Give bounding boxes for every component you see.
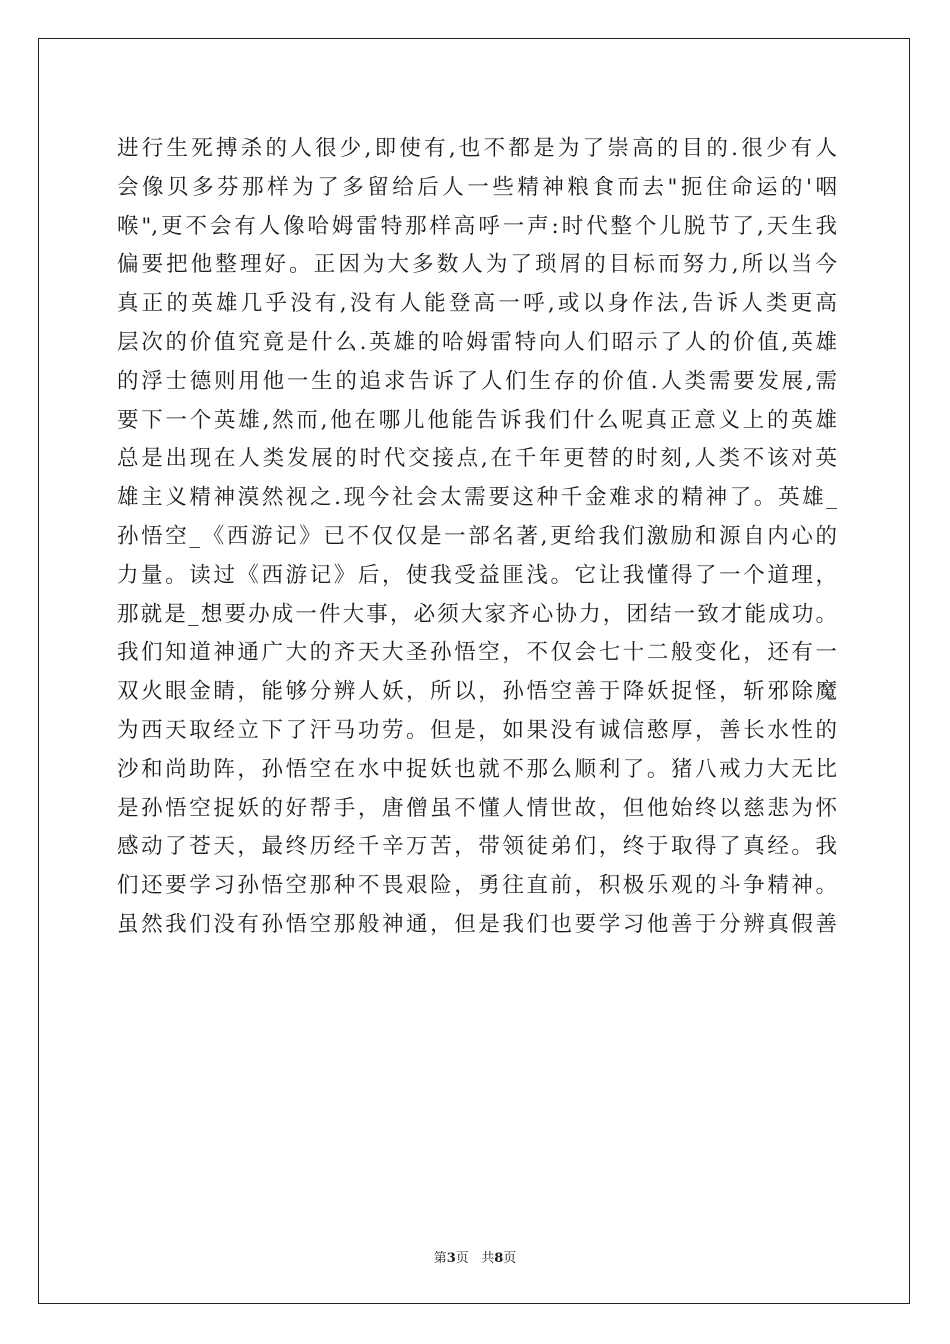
page-footer xyxy=(0,1247,950,1266)
text-line: 孙悟空_《西游记》已不仅仅是一部名著,更给我们激励和源自内心的 xyxy=(117,523,837,549)
text-line: 进行生死搏杀的人很少,即使有,也不都是为了崇高的目的.很少有人 xyxy=(117,136,837,161)
text-line: 层次的价值究竟是什么.英雄的哈姆雷特向人们昭示了人的价值,英雄 xyxy=(117,329,837,355)
text-line: 感动了苍天，最终历经千辛万苦，带领徒弟们，终于取得了真经。我 xyxy=(117,834,837,860)
text-line: 为西天取经立下了汗马功劳。但是，如果没有诚信憨厚，善长水性的 xyxy=(117,717,837,743)
total-prefix: 共 xyxy=(481,1251,495,1266)
text-line: 那就是_想要办成一件大事，必须大家齐心协力，团结一致才能成功。 xyxy=(117,601,837,627)
text-line: 沙和尚助阵，孙悟空在水中捉妖也就不那么顺利了。猪八戒力大无比 xyxy=(117,756,837,782)
text-line: 会像贝多芬那样为了多留给后人一些精神粮食而去"扼住命运的'咽 xyxy=(117,174,837,200)
text-line: 总是出现在人类发展的时代交接点,在千年更替的时刻,人类不该对英 xyxy=(117,446,837,472)
total-suffix: 页 xyxy=(503,1251,517,1266)
text-line: 是孙悟空捉妖的好帮手，唐僧虽不懂人情世故，但他始终以慈悲为怀 xyxy=(117,795,837,821)
text-line: 偏要把他整理好。正因为大多数人为了琐屑的目标而努力,所以当今 xyxy=(117,252,837,278)
document-body xyxy=(117,130,837,945)
text-line: 双火眼金睛，能够分辨人妖，所以，孙悟空善于降妖捉怪，斩邪除魔 xyxy=(117,679,837,705)
text-line: 要下一个英雄,然而,他在哪儿他能告诉我们什么呢真正意义上的英雄 xyxy=(117,407,837,433)
total-page-count: 8 xyxy=(494,1251,504,1266)
text-line: 们还要学习孙悟空那种不畏艰险，勇往直前，积极乐观的斗争精神。 xyxy=(117,873,837,899)
text-line: 力量。读过《西游记》后，使我受益匪浅。它让我懂得了一个道理， xyxy=(117,562,837,588)
page-suffix: 页 xyxy=(455,1251,469,1266)
page-prefix: 第 xyxy=(433,1251,447,1266)
text-line: 真正的英雄几乎没有,没有人能登高一呼,或以身作法,告诉人类更高 xyxy=(117,291,837,317)
text-line: 喉",更不会有人像哈姆雷特那样高呼一声:时代整个儿脱节了,天生我 xyxy=(117,213,837,239)
current-page-number: 3 xyxy=(446,1251,456,1266)
text-line: 虽然我们没有孙悟空那般神通，但是我们也要学习他善于分辨真假善 xyxy=(117,911,837,937)
text-line: 的浮士德则用他一生的追求告诉了人们生存的价值.人类需要发展,需 xyxy=(117,368,837,394)
text-line: 雄主义精神漠然视之.现今社会太需要这种千金难求的精神了。英雄_ xyxy=(117,485,837,511)
text-line: 我们知道神通广大的齐天大圣孙悟空，不仅会七十二般变化，还有一 xyxy=(117,640,837,666)
